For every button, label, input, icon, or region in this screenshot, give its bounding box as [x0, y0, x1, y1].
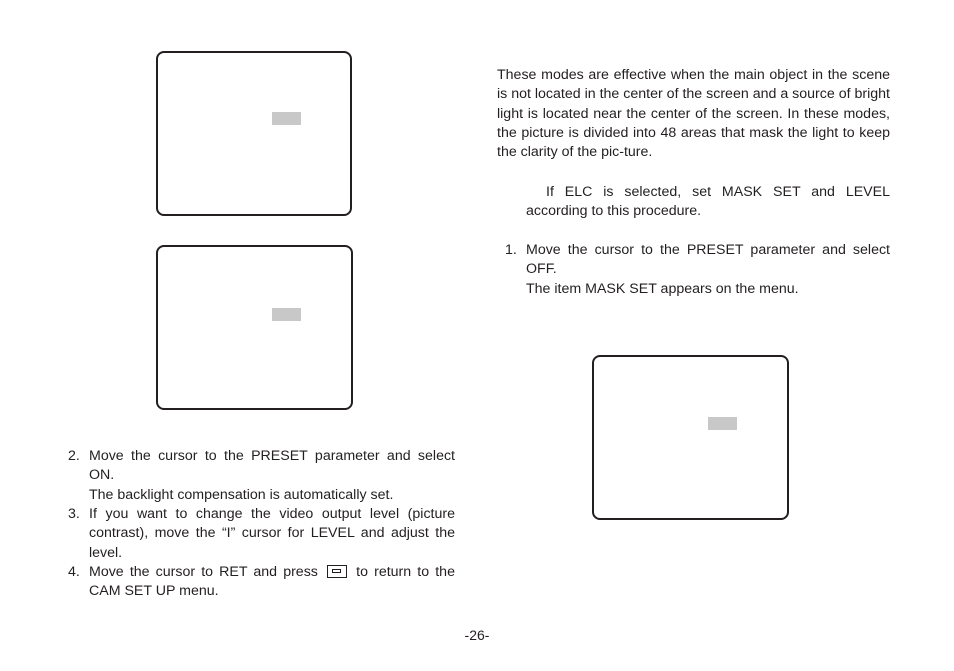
intro-paragraph: These modes are effective when the main object in the scene is not located in the center of the screen and a source of bright light is located near the center of the screen. In these modes, the picture is divided into 48 areas that mask the light to keep the clarity of the pic-ture.	[497, 67, 890, 161]
menu-cursor-highlight	[272, 112, 301, 125]
step-number: 2.	[68, 448, 80, 464]
step-number: 4.	[68, 564, 80, 580]
step-text: Move the cursor to the PRESET parameter and select ON.	[89, 448, 455, 484]
set-button-icon	[327, 565, 347, 578]
step-number: 1.	[505, 242, 517, 258]
page-number: -26-	[464, 627, 490, 643]
menu-screen-illustration-3	[592, 355, 789, 520]
step-text: Move the cursor to the PRESET parameter and select OFF.	[526, 242, 890, 278]
step-text-before: Move the cursor to RET and press	[89, 564, 318, 580]
step-subtext: The backlight compensation is automatically set.	[89, 486, 394, 503]
step-subtext: The item MASK SET appears on the menu.	[526, 280, 799, 297]
menu-screen-illustration-2	[156, 245, 353, 410]
elc-note-paragraph: If ELC is selected, set MASK SET and LEVEL according to this procedure.	[526, 184, 890, 220]
step-text: If you want to change the video output level (picture contrast), move the “I” cursor for LEVEL and adjust the level.	[89, 506, 455, 561]
menu-cursor-highlight	[708, 417, 737, 430]
step-number: 3.	[68, 506, 80, 522]
step-text-after: to return to the CAM SET UP menu.	[89, 564, 455, 600]
menu-screen-illustration-1	[156, 51, 352, 216]
menu-cursor-highlight	[272, 308, 301, 321]
